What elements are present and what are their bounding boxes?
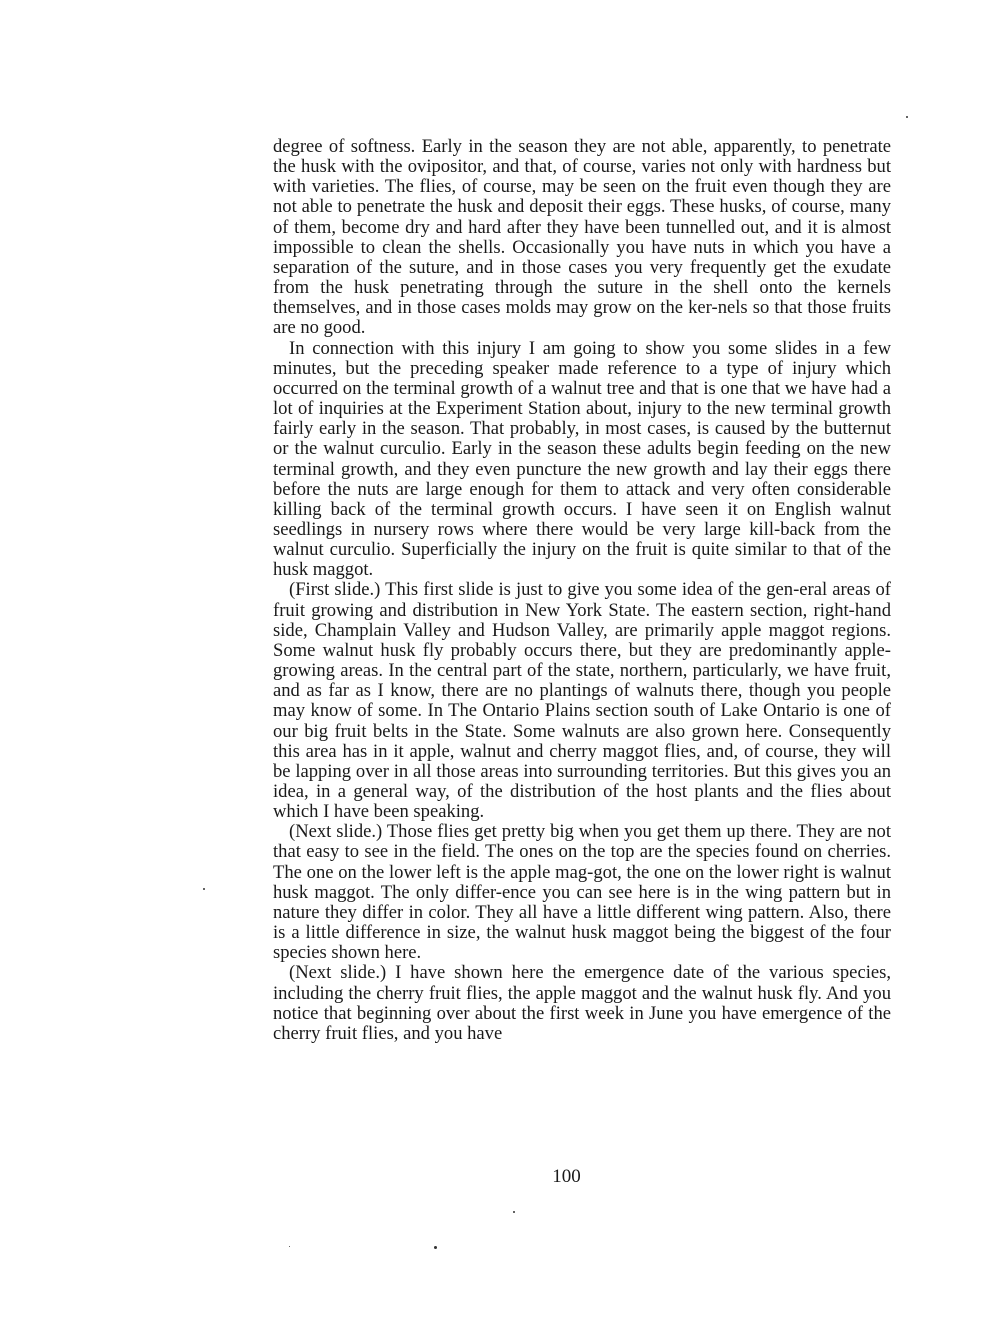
- scan-speck: [203, 888, 205, 890]
- scan-speck: [289, 1246, 290, 1247]
- paragraph-2: In connection with this injury I am going to show you some slides in a few minutes, but the preceding speaker made reference to a type of injury which occurred on the terminal growth of a walnut tree and that is one that we have had a lot of inquiries at the Experiment Station about, injury to the new terminal growth fairly early in the season. That probably, in most cases, is caused by the butternut or the walnut curculio. Early in the season these adults begin feeding on the new terminal growth, and they even puncture the new growth and lay their eggs there before the nuts are large enough for them to attack and very often considerable killing back of the terminal growth occurs. I have seen it on English walnut seedlings in nursery rows where there would be very large kill-back from the walnut curculio. Superficially the injury on the fruit is quite similar to that of the husk maggot.: [273, 337, 891, 581]
- paragraph-3: (First slide.) This first slide is just to give you some idea of the gen-eral areas of fruit growing and distribution in New York State. The eastern section, right-hand side, Champlain Valley and Hudson Valley, are primarily apple maggot regions. Some walnut husk fly probably occurs there, but they are predominantly apple-growing areas. In the central part of the state, northern, particularly, we have fruit, and as far as I know, there are no plantings of walnuts there, though you people may know of some. In The Ontario Plains section south of Lake Ontario is one of our big fruit belts in the State. Some walnuts are also grown here. Consequently this area has in it apple, walnut and cherry maggot flies, and, of course, they will be lapping over in all those areas into surrounding territories. But this gives you an idea, in a general way, of the distribution of the host plants and the flies about which I have been speaking.: [273, 579, 891, 823]
- body-text: [273, 137, 891, 1044]
- scan-speck: [434, 1246, 437, 1249]
- paragraph-4: (Next slide.) Those flies get pretty big when you get them up there. They are not that easy to see in the field. The ones on the top are the species found on cherries. The one on the lower left is the apple mag-got, the one on the lower right is walnut husk maggot. The only differ-ence you can see here is in the wing pattern but in nature they differ in color. They all have a little different wing pattern. Also, there is a little difference in size, the walnut husk maggot being the biggest of the four species shown here.: [273, 821, 891, 964]
- paragraph-1: degree of softness. Early in the season they are not able, apparently, to penetrate the husk with the ovipositor, and that, of course, varies not only with hardness but with varieties. The flies, of course, may be seen on the fruit even though they are not able to penetrate the husk and deposit their eggs. These husks, of course, many of them, become dry and hard after they have been tunnelled out, and it is almost impossible to clean the shells. Occasionally you have nuts in which you have a separation of the suture, and in those cases you very frequently get the exudate from the husk penetrating through the suture in the shell onto the kernels themselves, and in those cases molds may grow on the ker-nels so that those fruits are no good.: [273, 136, 891, 339]
- paragraph-5: (Next slide.) I have shown here the emergence date of the various species, including the cherry fruit flies, the apple maggot and the walnut husk fly. And you notice that beginning over about the first week in June you have emergence of the cherry fruit flies, and you have: [273, 962, 891, 1044]
- page-number: 100: [552, 1166, 581, 1187]
- scan-speck: [906, 116, 908, 118]
- scan-speck: [513, 1211, 515, 1213]
